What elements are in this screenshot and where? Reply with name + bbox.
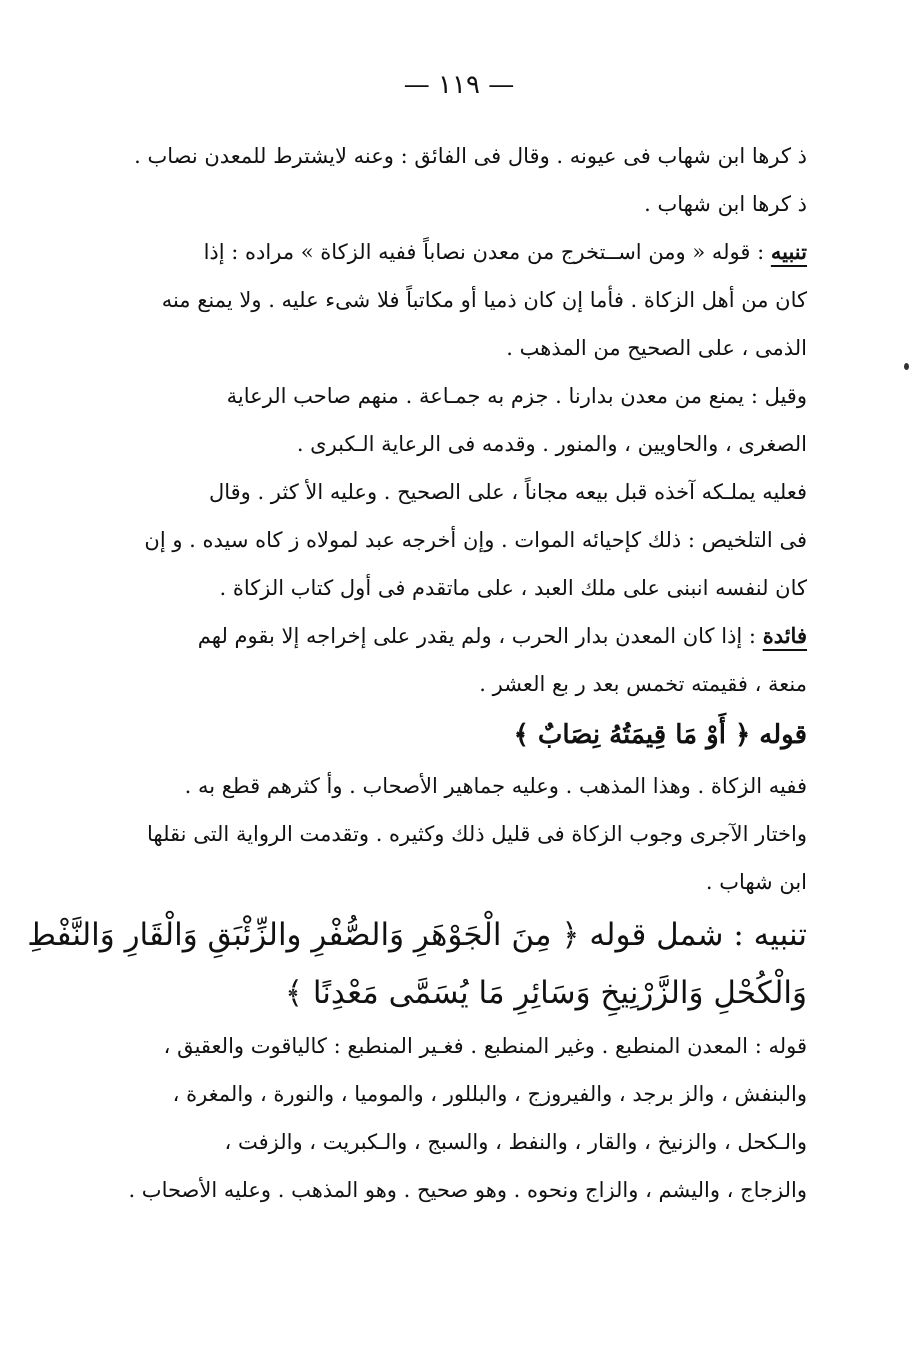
margin-mark xyxy=(904,363,909,370)
text-line: ذ كرها ابن شهاب . xyxy=(644,192,807,216)
body-text xyxy=(27,132,807,1214)
text-line: واختار الآجرى وجوب الزكاة فى قليل ذلك وكثيره . وتقدمت الرواية التى نقلها xyxy=(147,822,807,846)
text-line: والبنفش ، والز برجد ، والفيروزج ، والبللور ، والموميا ، والنورة ، والمغرة ، xyxy=(172,1082,807,1106)
text-line: ذ كرها ابن شهاب فى عيونه . وقال فى الفائق : وعنه لايشترط للمعدن نصاب . xyxy=(134,144,807,168)
quote-large-line: وَالْكُحْلِ وَالزَّرْنِيخِ وَسَائِرِ مَا يُسَمَّى مَعْدِنًا ﴾ xyxy=(284,975,807,1011)
note-text: : قوله « ومن اســتخرج من معدن نصاباً ففيه الزكاة » مراده : إذا xyxy=(203,240,771,264)
text-line: والـكحل ، والزنيخ ، والقار ، والنفط ، والسبج ، والـكبريت ، والزفت ، xyxy=(224,1130,807,1154)
text-line: ابن شهاب . xyxy=(705,870,807,894)
text-line xyxy=(152,228,807,276)
benefit-lead: فائدة xyxy=(762,623,807,648)
text-line: منعة ، فقيمته تخمس بعد ر بع العشر . xyxy=(479,672,807,696)
page-number: — ١١٩ — xyxy=(403,70,515,100)
text-line: والزجاج ، واليشم ، والزاج ونحوه . وهو صحيح . وهو المذهب . وعليه الأصحاب . xyxy=(128,1178,807,1202)
text-line xyxy=(152,612,807,660)
text-line: وقيل : يمنع من معدن بدارنا . جزم به جمـاعة . منهم صاحب الرعاية xyxy=(226,384,807,408)
text-line: قوله : المعدن المنطبع . وغير المنطبع . فغـير المنطبع : كالياقوت والعقيق ، xyxy=(163,1034,807,1058)
text-line: ففيه الزكاة . وهذا المذهب . وعليه جماهير الأصحاب . وأ كثرهم قطع به . xyxy=(184,774,807,798)
text-line: الذمى ، على الصحيح من المذهب . xyxy=(506,336,807,360)
text-line: كان لنفسه انبنى على ملك العبد ، على ماتقدم فى أول كتاب الزكاة . xyxy=(219,576,807,600)
text-line: الصغرى ، والحاويين ، والمنور . وقدمه فى الرعاية الـكبرى . xyxy=(296,432,807,456)
note-lead: تنبيه xyxy=(770,239,807,264)
quote-large-line: تنبيه : شمل قوله ﴿ مِنَ الْجَوْهَرِ وَالصُّفْرِ والزِّئْبَقِ وَالْقَارِ وَالنَّفْطِ xyxy=(27,917,807,953)
text-line: فعليه يملـكه آخذه قبل بيعه مجاناً ، على الصحيح . وعليه الأ كثر . وقال xyxy=(208,480,807,504)
quote-heading: قوله ﴿ أَوْ مَا قِيمَتُهُ نِصَابٌ ﴾ xyxy=(513,720,807,750)
text-line: كان من أهل الزكاة . فأما إن كان ذميا أو مكاتباً فلا شىء عليه . ولا يمنع منه xyxy=(161,288,807,312)
text-line: فى التلخيص : ذلك كإحيائه الموات . وإن أخرجه عبد لمولاه ز كاه سيده . و إن xyxy=(144,528,807,552)
benefit-text: : إذا كان المعدن بدار الحرب ، ولم يقدر على إخراجه إلا بقوم لهم xyxy=(197,624,763,648)
